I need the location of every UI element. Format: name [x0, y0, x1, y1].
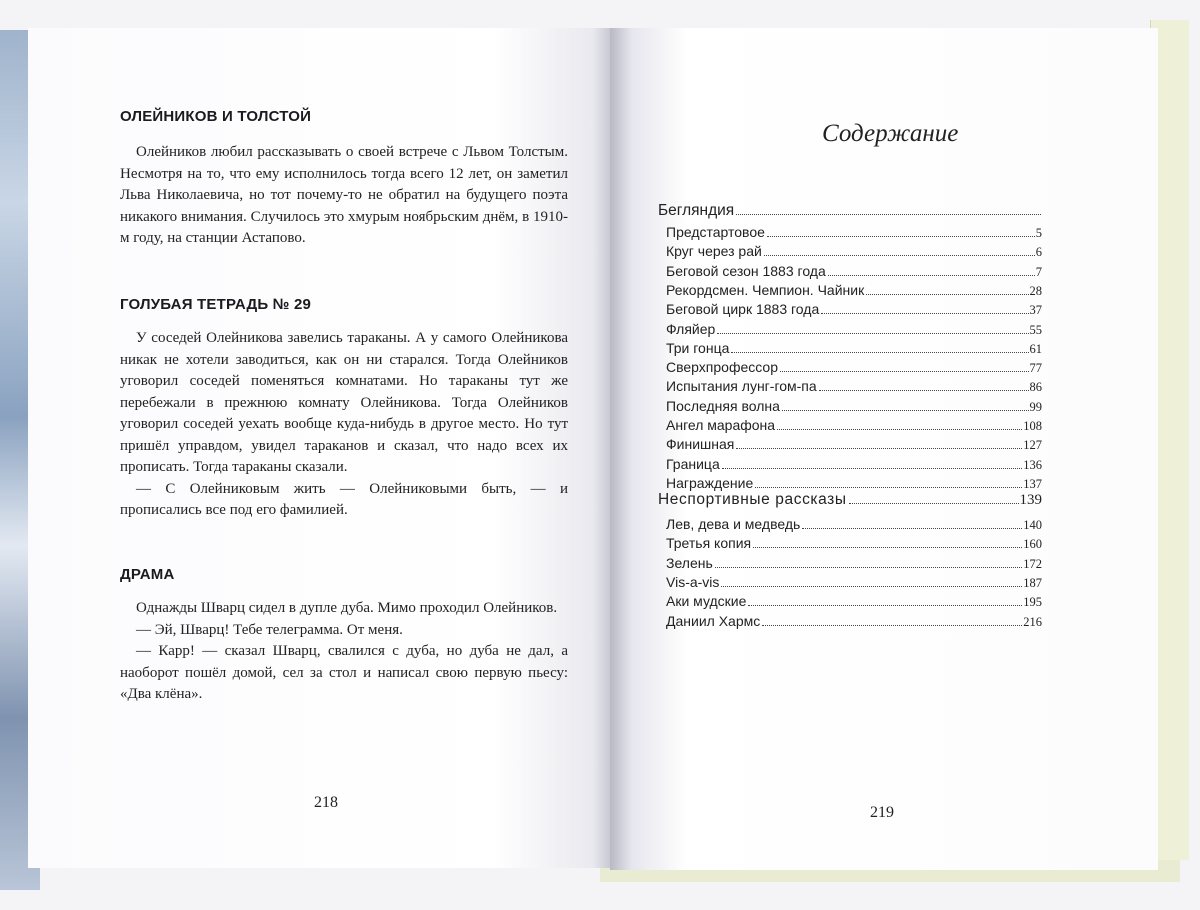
paragraph: Однажды Шварц сидел в дупле дуба. Мимо проходил Олейников. — [136, 600, 558, 616]
toc-leader-dots — [717, 333, 1028, 334]
toc-item-label: Зелень — [666, 554, 713, 571]
toc-section-2 — [658, 491, 1042, 510]
toc-leader-dots — [782, 410, 1029, 411]
toc-leader-dots — [748, 605, 1022, 606]
toc-item-page: 108 — [1023, 419, 1042, 433]
toc-section-label: Неспортивные рассказы — [658, 491, 847, 508]
toc-leader-dots — [736, 214, 1041, 215]
toc-item-page: 195 — [1023, 595, 1042, 610]
toc-item-page: 140 — [1023, 518, 1042, 532]
toc-leader-dots — [819, 390, 1029, 391]
toc-item-page: 99 — [1029, 399, 1042, 414]
toc-item — [666, 593, 1042, 612]
toc-leader-dots — [764, 255, 1035, 256]
toc-section-1 — [658, 202, 1042, 221]
toc-item-page: 77 — [1029, 361, 1042, 376]
paragraph: Олейников любил рассказывать о своей встрече с Львом Толстым. Несмотря на то, что ему исполнилось тогда всего 12 лет, он заметил Льва Николаевича, но тот почему-то не обратил на будущего поэта никакого внимания. Случилось это хмурым ноябрьским днём, в 1910-м году, на станции Астапово. — [120, 144, 568, 246]
toc-leader-dots — [777, 429, 1022, 430]
toc-leader-dots — [866, 294, 1028, 295]
toc-leader-dots — [715, 567, 1022, 568]
toc-item-page: 6 — [1035, 245, 1042, 260]
toc-item-label: Лев, дева и медведь — [666, 516, 801, 532]
section-body-3 — [120, 598, 568, 706]
toc-title: Содержание — [822, 120, 959, 147]
toc-item — [666, 378, 1042, 397]
toc-item-label: Сверхпрофессор — [666, 359, 778, 376]
toc-item-page: 55 — [1029, 322, 1042, 337]
toc-item-label: Граница — [666, 455, 720, 472]
toc-item-page: 127 — [1023, 438, 1042, 453]
toc-item-page: 37 — [1029, 303, 1042, 318]
toc-section-label: Бегляндия — [658, 202, 735, 219]
toc-item — [666, 555, 1042, 574]
toc-leader-dots — [736, 448, 1022, 449]
section-body-2 — [120, 328, 568, 522]
toc-item — [666, 301, 1042, 320]
toc-item — [666, 282, 1042, 301]
toc-leader-dots — [802, 528, 1022, 529]
toc-item — [666, 417, 1042, 436]
toc-leader-dots — [849, 503, 1019, 504]
paragraph: — Карр! — сказал Шварц, свалился с дуба, но дуба не дал, а наоборот пошёл домой, сел за стол и написал свою первую пьесу: «Два клёна». — [120, 643, 568, 702]
toc-item-label: Рекордсмен. Чемпион. Чайник — [666, 281, 865, 298]
toc-item-label: Беговой сезон 1883 года — [666, 262, 826, 279]
toc-item-label: Три гонца — [666, 339, 730, 356]
section-heading-2: ГОЛУБАЯ ТЕТРАДЬ № 29 — [120, 296, 312, 313]
toc-item-page: 28 — [1029, 283, 1042, 298]
toc-item — [666, 516, 1042, 535]
toc-item-page: 137 — [1023, 476, 1042, 491]
toc-item-page: 136 — [1023, 457, 1042, 472]
toc-item — [666, 613, 1042, 632]
page-number-right: 219 — [870, 804, 894, 821]
toc-item-label: Даниил Хармс — [666, 612, 761, 629]
toc-leader-dots — [780, 371, 1029, 372]
toc-leader-dots — [762, 625, 1022, 626]
toc-item — [666, 359, 1042, 378]
toc-leader-dots — [731, 352, 1028, 353]
toc-item-page: 61 — [1029, 341, 1042, 356]
section-heading-1: ОЛЕЙНИКОВ И ТОЛСТОЙ — [120, 108, 312, 125]
toc-item — [666, 398, 1042, 417]
toc-item-label: Круг через рай — [666, 243, 762, 260]
toc-item-label: Третья копия — [666, 535, 752, 552]
toc-item — [666, 263, 1042, 282]
toc-item — [666, 535, 1042, 554]
toc-leader-dots — [755, 487, 1022, 488]
paragraph: У соседей Олейникова завелись тараканы. А у самого Олейникова никак не хотели заводиться, как он ни старался. Тогда Олейников уговорил соседей поменяться комнатами. Но тараканы тут же перебежали в прежнюю комнату Олейникова. Тогда Олейников уговорил соседей уехать вообще куда-нибудь в другое место. Но тут пришёл управдом, увидел тараканов и сказал, что надо всех их прописать. Тогда тараканы сказали. — [120, 330, 568, 475]
toc-leader-dots — [753, 547, 1022, 548]
page-number-left: 218 — [314, 794, 338, 811]
toc-item-label: Последняя волна — [666, 397, 780, 414]
toc-item-label: Предстартовое — [666, 224, 765, 240]
right-page — [610, 28, 1158, 870]
toc-leader-dots — [821, 313, 1028, 314]
toc-item-page: 5 — [1035, 226, 1042, 240]
paragraph: — Эй, Шварц! Тебе телеграмма. От меня. — [136, 621, 403, 638]
toc-item-page: 187 — [1023, 575, 1042, 590]
toc-item-page: 7 — [1035, 264, 1042, 279]
toc-item-page: 216 — [1023, 614, 1042, 629]
toc-item — [666, 436, 1042, 455]
toc-item — [666, 321, 1042, 340]
toc-item — [666, 340, 1042, 359]
section-body-1 — [120, 142, 568, 250]
toc-item — [666, 243, 1042, 262]
toc-item — [666, 456, 1042, 475]
paragraph: — С Олейниковым жить — Олейниковыми быть, — и прописались все под его фамилией. — [120, 480, 568, 518]
toc-leader-dots — [767, 236, 1035, 237]
toc-leader-dots — [828, 275, 1035, 276]
toc-item-label: Беговой цирк 1883 года — [666, 301, 820, 318]
toc-item-label: Аки мудские — [666, 593, 747, 610]
toc-leader-dots — [721, 586, 1022, 587]
toc-leader-dots — [722, 468, 1023, 469]
toc-item-label: Ангел марафона — [666, 417, 776, 433]
toc-section-page: 139 — [1019, 492, 1042, 508]
toc-item-page: 172 — [1023, 556, 1042, 571]
left-page — [28, 28, 610, 868]
toc-item-label: Награждение — [666, 474, 754, 491]
section-heading-3: ДРАМА — [120, 566, 175, 583]
toc-item — [666, 574, 1042, 593]
toc-item-page: 86 — [1029, 380, 1042, 395]
toc-item-label: Испытания лунг-гом-па — [666, 378, 817, 395]
toc-item-label: Финишная — [666, 436, 735, 453]
toc-item-label: Vis-a-vis — [666, 573, 720, 590]
toc-item-label: Фляйер — [666, 320, 716, 337]
toc-item — [666, 224, 1042, 243]
toc-item-page: 160 — [1023, 537, 1042, 552]
